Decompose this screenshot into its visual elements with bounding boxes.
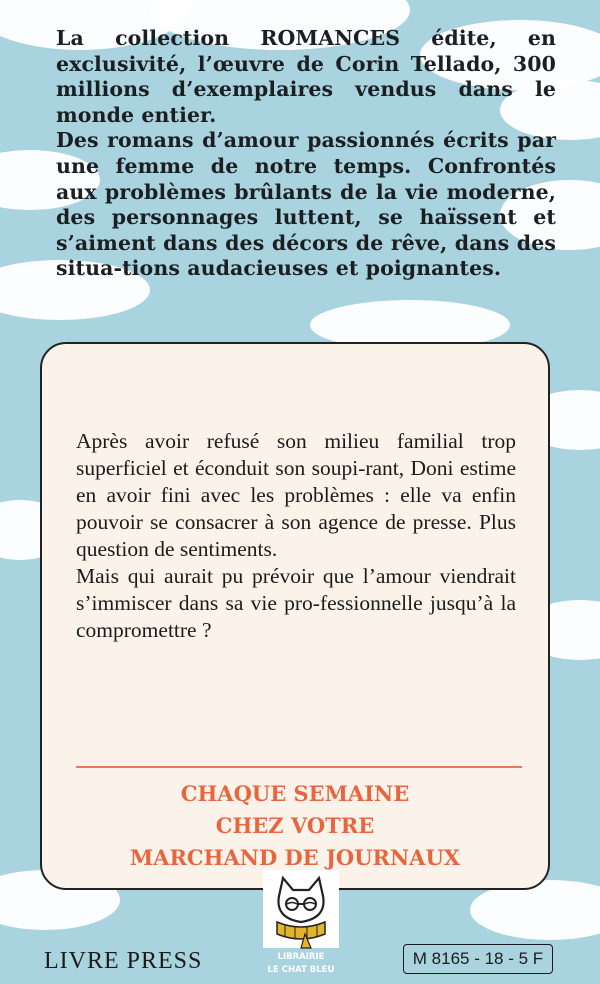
synopsis-text xyxy=(76,428,516,644)
catalog-code: M 8165 - 18 - 5 F xyxy=(403,944,553,974)
stamp-line-1: LIBRAIRIE xyxy=(277,952,325,962)
synopsis-paragraph-2: Mais qui aurait pu prévoir que l’amour viendrait s’immiscer dans sa vie pro-fessionnelle jusqu’à la compromettre ? xyxy=(76,564,516,642)
intro-paragraph-2: Des romans d’amour passionnés écrits par une femme de notre temps. Confrontés aux problèmes brûlants de la vie moderne, des personnages luttent, se haïssent et s’aiment dans des décors de rêve, dans des situa-tions audacieuses et poignantes. xyxy=(56,128,556,281)
intro-paragraph-1: La collection ROMANCES édite, en exclusivité, l’œuvre de Corin Tellado, 300 millions d’exemplaires vendus dans le monde entier. xyxy=(56,26,556,127)
synopsis-paragraph-1: Après avoir refusé son milieu familial trop superficiel et éconduit son soupi-rant, Doni estime en avoir fini avec les problèmes : elle va enfin pouvoir se consacrer à son agence de presse. Plus question de sentiments. xyxy=(76,429,516,561)
promo-line-1: CHAQUE SEMAINE xyxy=(180,781,410,806)
collection-description xyxy=(56,26,556,282)
promo-text xyxy=(42,778,548,874)
stamp-line-2: LE CHAT BLEU xyxy=(267,965,335,975)
divider-rule xyxy=(76,766,522,768)
synopsis-panel xyxy=(40,342,550,890)
bookstore-stamp xyxy=(255,866,347,984)
publisher-name: LIVRE PRESS xyxy=(44,948,203,974)
promo-line-3: MARCHAND DE JOURNAUX xyxy=(129,845,461,870)
promo-line-2: CHEZ VOTRE xyxy=(215,813,375,838)
